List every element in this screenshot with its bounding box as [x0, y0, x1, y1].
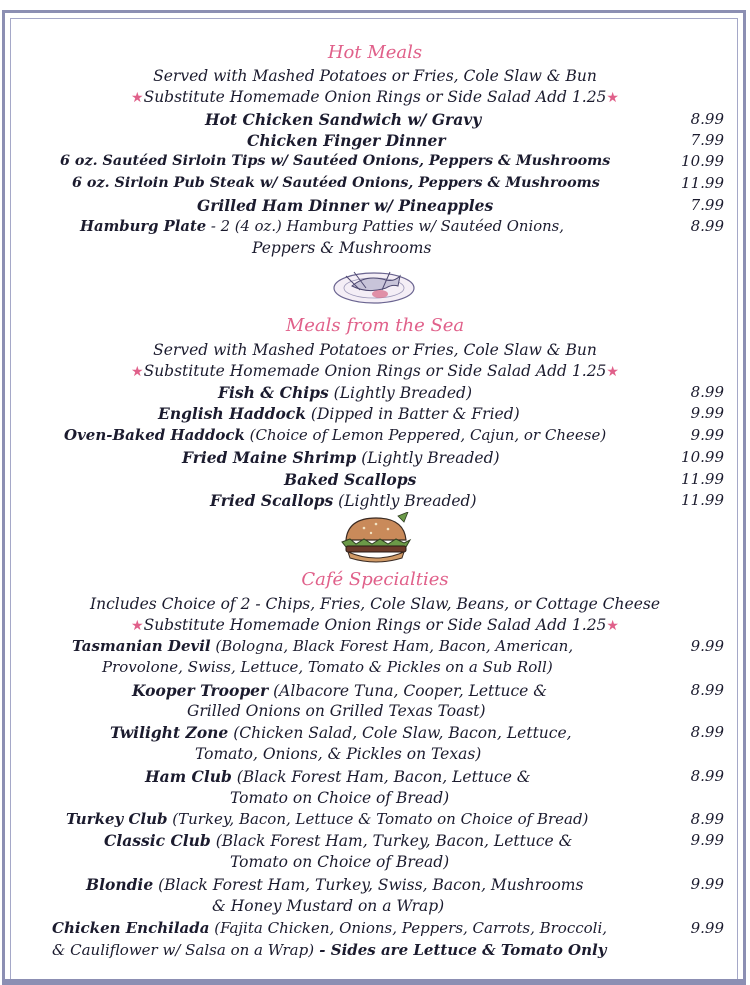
menu-item-price: 11.99	[681, 491, 724, 509]
menu-item-price: 8.99	[690, 217, 724, 235]
hot-meals-subtitle: Served with Mashed Potatoes or Fries, Cole Slaw & Bun	[153, 67, 597, 85]
cafe-subtitle: Includes Choice of 2 - Chips, Fries, Cole Slaw, Beans, or Cottage Cheese	[89, 595, 661, 613]
menu-item-price: 7.99	[690, 196, 724, 214]
menu-item-desc-cont: Tomato on Choice of Bread)	[230, 853, 450, 871]
menu-item: Grilled Ham Dinner w/ Pineapples	[197, 196, 494, 215]
menu-item-desc-cont: Provolone, Swiss, Lettuce, Tomato & Pickles on a Sub Roll)	[102, 658, 553, 676]
menu-item-price: 10.99	[681, 448, 724, 466]
menu-item: Chicken Enchilada (Fajita Chicken, Onions, Peppers, Carrots, Broccoli,	[52, 919, 608, 937]
menu-item-desc-cont: Tomato on Choice of Bread)	[230, 789, 450, 807]
menu-item-price: 9.99	[690, 919, 724, 937]
menu-item: Tasmanian Devil (Bologna, Black Forest Ham, Bacon, American,	[72, 637, 574, 655]
menu-item-price: 11.99	[681, 174, 724, 192]
menu-item: Blondie (Black Forest Ham, Turkey, Swiss, Bacon, Mushrooms	[86, 875, 584, 894]
star-icon: ★	[131, 90, 144, 106]
menu-item: Fish & Chips (Lightly Breaded)	[218, 383, 473, 402]
menu-item-price: 8.99	[690, 723, 724, 741]
menu-item-price: 8.99	[690, 383, 724, 401]
menu-item-price: 8.99	[690, 767, 724, 785]
menu-item: Classic Club (Black Forest Ham, Turkey, Bacon, Lettuce &	[104, 831, 573, 850]
sea-substitute-note: ★Substitute Homemade Onion Rings or Side Salad Add 1.25★	[131, 362, 619, 380]
menu-item: 6 oz. Sautéed Sirloin Tips w/ Sautéed Onions, Peppers & Mushrooms	[60, 153, 611, 169]
menu-item-desc-cont: Tomato, Onions, & Pickles on Texas)	[195, 745, 482, 763]
menu-item: Kooper Trooper (Albacore Tuna, Cooper, Lettuce &	[132, 681, 548, 700]
menu-item-price: 9.99	[690, 831, 724, 849]
star-icon: ★	[606, 364, 619, 380]
star-icon: ★	[606, 90, 619, 106]
menu-item: Hamburg Plate - 2 (4 oz.) Hamburg Patties w/ Sautéed Onions,	[80, 218, 564, 235]
menu-item-price: 8.99	[690, 110, 724, 128]
menu-item: English Haddock (Dipped in Batter & Fried)	[158, 404, 520, 423]
menu-item-price: 8.99	[690, 810, 724, 828]
hot-meals-substitute-note: ★Substitute Homemade Onion Rings or Side Salad Add 1.25★	[131, 88, 619, 106]
star-icon: ★	[131, 364, 144, 380]
menu-item: Hot Chicken Sandwich w/ Gravy	[205, 110, 482, 129]
menu-item-price: 9.99	[690, 875, 724, 893]
menu-item-desc-cont: Peppers & Mushrooms	[252, 239, 432, 257]
menu-item: Fried Maine Shrimp (Lightly Breaded)	[182, 448, 500, 467]
menu-item: Turkey Club (Turkey, Bacon, Lettuce & Tomato on Choice of Bread)	[66, 810, 589, 828]
menu-item-price: 9.99	[690, 637, 724, 655]
star-icon: ★	[131, 618, 144, 634]
star-icon: ★	[606, 618, 619, 634]
menu-item: Twilight Zone (Chicken Salad, Cole Slaw, Bacon, Lettuce,	[110, 723, 572, 742]
menu-item-price: 10.99	[681, 152, 724, 170]
menu-item: Fried Scallops (Lightly Breaded)	[210, 491, 477, 510]
menu-item-desc-cont: Grilled Onions on Grilled Texas Toast)	[187, 702, 486, 720]
menu-item: Ham Club (Black Forest Ham, Bacon, Lettuce &	[145, 767, 531, 786]
menu-item-desc-cont: & Honey Mustard on a Wrap)	[212, 897, 445, 915]
menu-item: 6 oz. Sirloin Pub Steak w/ Sautéed Onions, Peppers & Mushrooms	[72, 175, 600, 191]
fish-plate-icon	[330, 264, 418, 306]
section-title-sea: Meals from the Sea	[285, 315, 465, 336]
cafe-substitute-note: ★Substitute Homemade Onion Rings or Side Salad Add 1.25★	[131, 616, 619, 634]
burger-icon	[338, 512, 414, 566]
menu-item-price: 9.99	[690, 426, 724, 444]
sea-subtitle: Served with Mashed Potatoes or Fries, Cole Slaw & Bun	[153, 341, 597, 359]
menu-item: Baked Scallops	[284, 470, 417, 489]
menu-item: Oven-Baked Haddock (Choice of Lemon Peppered, Cajun, or Cheese)	[64, 426, 607, 444]
menu-item-price: 7.99	[690, 131, 724, 149]
menu-item-price: 9.99	[690, 404, 724, 422]
menu-item-price: 8.99	[690, 681, 724, 699]
section-title-cafe: Café Specialties	[301, 569, 449, 590]
section-title-hot-meals: Hot Meals	[327, 42, 423, 63]
menu-item-desc-cont: & Cauliflower w/ Salsa on a Wrap) - Sides are Lettuce & Tomato Only	[52, 941, 607, 959]
menu-item: Chicken Finger Dinner	[247, 131, 446, 150]
menu-item-price: 11.99	[681, 470, 724, 488]
